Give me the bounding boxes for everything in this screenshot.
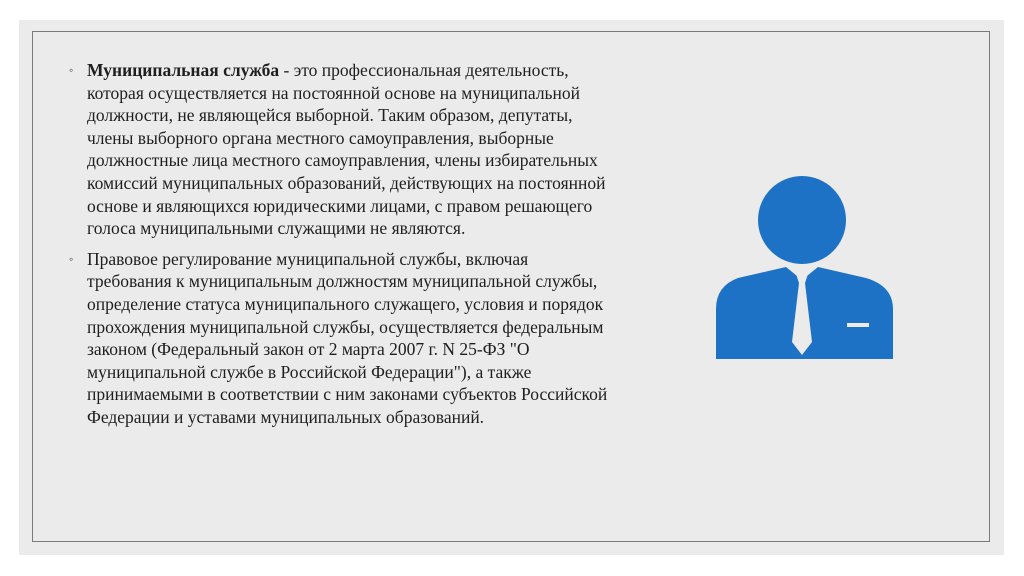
bullet-marker: ◦ — [69, 251, 74, 266]
pocket-square-shape — [847, 323, 869, 327]
slide — [19, 20, 1004, 555]
bullet-marker: ◦ — [69, 63, 74, 77]
businessman-icon — [716, 174, 893, 359]
head-shape — [758, 176, 846, 264]
bullet-text: - это профессиональная деятельность, которая осуществляется на постоянной основе на муниципальной должности, не являющейся выборной. Таким образом, депутаты, члены выборного органа местного самоуправления, выборные должностные лица местного самоуправления, члены избирательных комиссий муниципальных образований, действующих на постоянной основе и являющихся юридическими лицами, с правом решающего голоса муниципальными служащими не являются. — [87, 60, 606, 239]
text-block — [69, 59, 609, 437]
bullet-municipal-service-definition — [69, 59, 609, 240]
bullet-text: Правовое регулирование муниципальной службы, включая требования к муниципальным должностям муниципальной службы, определение статуса муниципального служащего, условия и порядок прохождения муниципальной службы, осуществляется федеральным законом (Федеральный закон от 2 марта 2007 г. N 25-ФЗ "О муниципальной службе в Российской Федерации"), а также принимаемыми в соответствии с ним законами субъектов Российской Федерации и уставами муниципальных образований. — [87, 248, 608, 427]
bullet-legal-regulation — [69, 248, 609, 429]
bullet-term: Муниципальная служба — [87, 60, 280, 80]
